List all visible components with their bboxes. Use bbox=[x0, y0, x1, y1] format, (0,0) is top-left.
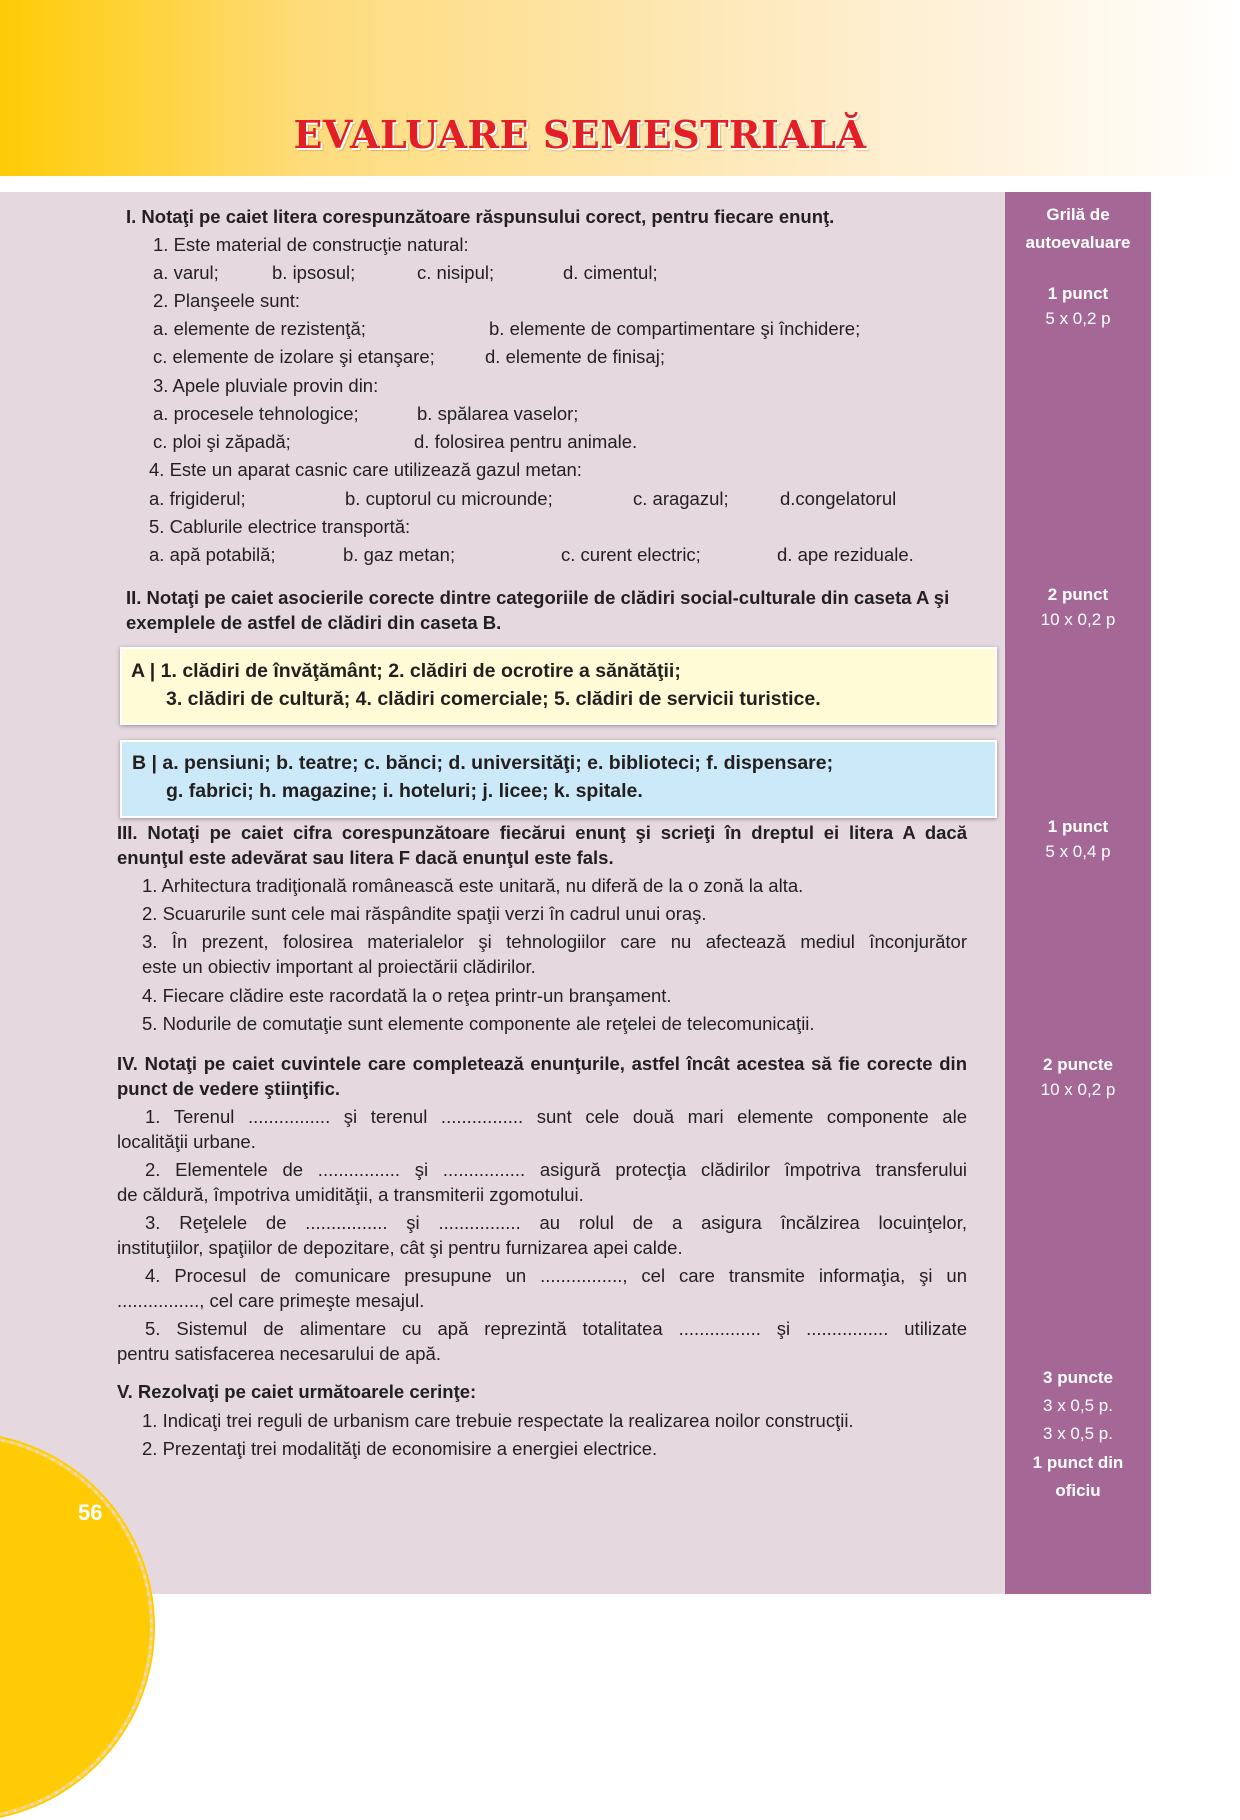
section-5-heading: V. Rezolvaţi pe caiet următoarele cerinţe: bbox=[117, 1381, 477, 1402]
section-3-heading-line1: III. Notaţi pe caiet cifra corespunzătoare fiecărui enunţ şi scrieţi în dreptul ei litera A dacă bbox=[117, 822, 967, 843]
q1-option-a: a. varul; bbox=[153, 262, 219, 283]
grid-s5-points: 3 puncte bbox=[1043, 1368, 1113, 1387]
fill-in-3-line2: instituţiilor, spaţiilor de depozitare, cât şi pentru furnizarea apei calde. bbox=[117, 1237, 683, 1258]
page-title: EVALUARE SEMESTRIALĂ bbox=[293, 112, 867, 157]
header-banner bbox=[0, 0, 1240, 176]
q1-option-b: b. ipsosul; bbox=[272, 262, 356, 283]
grid-s1-detail: 5 x 0,2 p bbox=[1045, 309, 1111, 328]
fill-in-2-line2: de căldură, împotriva umidităţii, a transmiterii zgomotului. bbox=[117, 1184, 584, 1205]
grid-s5-detail1: 3 x 0,5 p. bbox=[1043, 1396, 1113, 1415]
q3-option-b: b. spălarea vaselor; bbox=[417, 403, 579, 424]
section-2-heading-line1: II. Notaţi pe caiet asocierile corecte dintre categoriile de clădiri social-culturale din caseta A şi bbox=[126, 587, 950, 608]
q2-option-b: b. elemente de compartimentare şi închidere; bbox=[489, 318, 861, 339]
q3-option-c: c. ploi şi zăpadă; bbox=[153, 431, 291, 452]
statement-2: 2. Scuarurile sunt cele mai răspândite spaţii verzi în cadrul unui oraş. bbox=[142, 903, 707, 924]
task-2: 2. Prezentaţi trei modalităţi de economisire a energiei electrice. bbox=[142, 1438, 658, 1459]
grid-bonus-line1: 1 punct din bbox=[1032, 1453, 1124, 1472]
q4-text: 4. Este un aparat casnic care utilizează gazul metan: bbox=[149, 459, 582, 480]
q1-option-d: d. cimentul; bbox=[563, 262, 658, 283]
box-b-line1: B | a. pensiuni; b. teatre; c. bănci; d. universităţi; e. biblioteci; f. dispensare; bbox=[132, 752, 834, 774]
grid-s2-points: 2 punct bbox=[1047, 585, 1109, 604]
box-a-line2: 3. clădiri de cultură; 4. clădiri comerciale; 5. clădiri de servicii turistice. bbox=[166, 688, 821, 710]
section-4-heading-line2: punct de vedere ştiinţific. bbox=[117, 1078, 341, 1099]
section-4-heading-line1: IV. Notaţi pe caiet cuvintele care completează enunţurile, astfel încât acestea să fie corecte din bbox=[117, 1053, 967, 1074]
statement-3-line1: 3. În prezent, folosirea materialelor şi tehnologiilor care nu afectează mediul înconjurător bbox=[142, 931, 967, 952]
task-1: 1. Indicaţi trei reguli de urbanism care trebuie respectate la realizarea noilor construcţii. bbox=[142, 1410, 854, 1431]
q5-option-a: a. apă potabilă; bbox=[149, 544, 276, 565]
q2-option-a: a. elemente de rezistenţă; bbox=[153, 318, 366, 339]
q3-option-d: d. folosirea pentru animale. bbox=[414, 431, 638, 452]
fill-in-5-line1: 5. Sistemul de alimentare cu apă reprezintă totalitatea ................ şi ................ utilizate bbox=[145, 1318, 967, 1339]
section-2-heading-line2: exemplele de astfel de clădiri din caseta B. bbox=[126, 612, 502, 633]
fill-in-5-line2: pentru satisfacerea necesarului de apă. bbox=[117, 1343, 441, 1364]
fill-in-4-line2: ................, cel care primeşte mesajul. bbox=[117, 1290, 425, 1311]
page-number: 56 bbox=[78, 1500, 103, 1525]
fill-in-1-line1: 1. Terenul ................ şi terenul ................ sunt cele două mari elemente componente ale bbox=[145, 1106, 967, 1127]
statement-5: 5. Nodurile de comutaţie sunt elemente componente ale reţelei de telecomunicaţii. bbox=[142, 1013, 815, 1034]
q5-text: 5. Cablurile electrice transportă: bbox=[149, 516, 411, 537]
grid-title-line2: autoevaluare bbox=[1025, 233, 1131, 252]
q5-option-d: d. ape reziduale. bbox=[777, 544, 914, 565]
statement-1: 1. Arhitectura tradiţională românească este unitară, nu diferă de la o zonă la alta. bbox=[142, 875, 804, 896]
box-a-categories bbox=[120, 647, 997, 725]
grid-s3-detail: 5 x 0,4 p bbox=[1045, 842, 1111, 861]
statement-4: 4. Fiecare clădire este racordată la o reţea printr-un branşament. bbox=[142, 985, 672, 1006]
q4-option-b: b. cuptorul cu microunde; bbox=[345, 488, 553, 509]
self-assessment-grid bbox=[1005, 192, 1151, 1594]
fill-in-1-line2: localităţii urbane. bbox=[117, 1131, 256, 1152]
q3-option-a: a. procesele tehnologice; bbox=[153, 403, 359, 424]
box-b-examples bbox=[120, 740, 997, 818]
q4-option-d: d.congelatorul bbox=[780, 488, 897, 509]
grid-s3-points: 1 punct bbox=[1047, 817, 1109, 836]
grid-s4-points: 2 puncte bbox=[1043, 1055, 1113, 1074]
section-3-heading-line2: enunţul este adevărat sau litera F dacă enunţul este fals. bbox=[117, 847, 614, 868]
section-1-heading: I. Notaţi pe caiet litera corespunzătoare răspunsului corect, pentru fiecare enunţ. bbox=[126, 206, 835, 227]
fill-in-4-line1: 4. Procesul de comunicare presupune un ................, cel care transmite informaţia, şi un bbox=[145, 1265, 967, 1286]
statement-3-line2: este un obiectiv important al proiectării clădirilor. bbox=[142, 956, 536, 977]
q4-option-c: c. aragazul; bbox=[633, 488, 729, 509]
q2-text: 2. Planşeele sunt: bbox=[153, 290, 301, 311]
box-b-line2: g. fabrici; h. magazine; i. hoteluri; j. licee; k. spitale. bbox=[166, 780, 643, 802]
q4-option-a: a. frigiderul; bbox=[149, 488, 246, 509]
q1-text: 1. Este material de construcţie natural: bbox=[153, 234, 469, 255]
grid-bonus-line2: oficiu bbox=[1055, 1481, 1101, 1500]
q1-option-c: c. nisipul; bbox=[417, 262, 495, 283]
q5-option-b: b. gaz metan; bbox=[343, 544, 456, 565]
grid-s4-detail: 10 x 0,2 p bbox=[1040, 1080, 1116, 1099]
fill-in-3-line1: 3. Reţelele de ................ şi ................ au rolul de a asigura încălzirea locuinţelor, bbox=[145, 1212, 967, 1233]
grid-s5-detail2: 3 x 0,5 p. bbox=[1043, 1424, 1113, 1443]
q3-text: 3. Apele pluviale provin din: bbox=[153, 375, 379, 396]
q5-option-c: c. curent electric; bbox=[561, 544, 701, 565]
box-a-line1: A | 1. clădiri de învăţământ; 2. clădiri de ocrotire a sănătăţii; bbox=[131, 660, 681, 682]
q2-option-d: d. elemente de finisaj; bbox=[485, 346, 665, 367]
q2-option-c: c. elemente de izolare şi etanşare; bbox=[153, 346, 435, 367]
fill-in-2-line1: 2. Elementele de ................ şi ................ asigură protecţia clădirilor împotriva transferului bbox=[145, 1159, 967, 1180]
grid-s2-detail: 10 x 0,2 p bbox=[1040, 610, 1116, 629]
grid-title-line1: Grilă de bbox=[1046, 205, 1110, 224]
grid-s1-points: 1 punct bbox=[1047, 284, 1109, 303]
